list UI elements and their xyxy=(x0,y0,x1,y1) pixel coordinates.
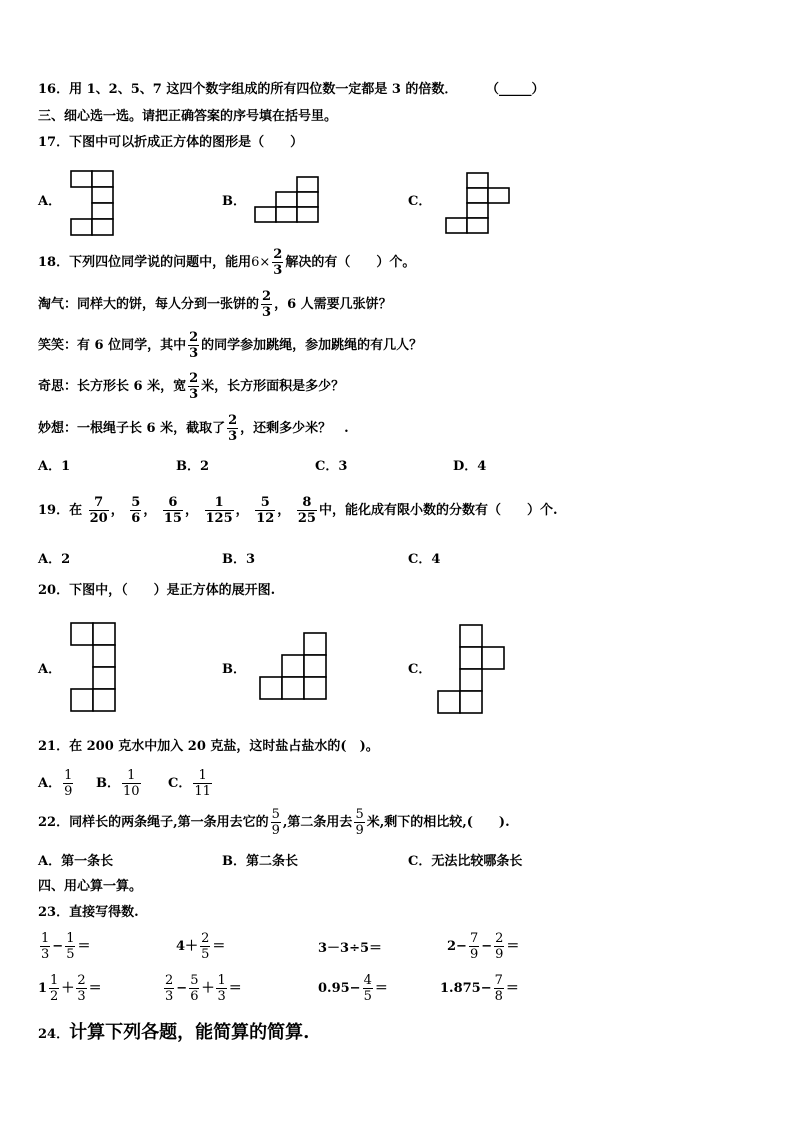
q18-statement-xiaoxiao: 笑笑：有 6 位同学，其中 $\frac{2}{3}$ 的同学参加跳绳，参加跳绳的有几人？ xyxy=(38,330,423,361)
q22-option-c[interactable]: C．无法比较哪条长 xyxy=(408,854,523,869)
calc-4: 2− $\frac{7}{9}$ − $\frac{2}{9}$ ＝ xyxy=(447,931,520,962)
q19: 19．在 $\frac{7}{20}$ ， $\frac{5}{6}$ ， $\frac{6}{15}$ ， $\frac{1}{125}$ ， $\frac{5}{12}$ ， $\frac{8}{25}$ 中，能化成有限小数的分数有（ ）个. xyxy=(38,495,558,526)
q20: 20．下图中，（ ）是正方体的展开图. xyxy=(38,583,276,598)
q22-option-a[interactable]: A．第一条长 xyxy=(38,854,114,869)
q23: 23．直接写得数. xyxy=(38,905,139,920)
answer-blank[interactable]: （_____） xyxy=(485,82,545,97)
calc-2: 4＋ $\frac{2}{5}$ ＝ xyxy=(176,931,226,962)
q18-option-b[interactable]: B．2 xyxy=(176,459,210,474)
q20-net-c xyxy=(437,624,505,716)
q20-option-a[interactable]: A． xyxy=(38,662,62,677)
q18-statement-qisi: 奇思：长方形长 6 米，宽 $\frac{2}{3}$ 米，长方形面积是多少？ xyxy=(38,371,345,402)
q16: 16．用 1、2、5、7 这四个数字组成的所有四位数一定都是 3 的倍数． （_____） xyxy=(38,82,545,97)
calc-1: $\frac{1}{3}$ − $\frac{1}{5}$ ＝ xyxy=(41,931,91,962)
section-4-heading: 四、用心算一算。 xyxy=(38,879,143,894)
q20-option-b[interactable]: B． xyxy=(222,662,246,677)
fraction: $\frac{2}{3}$ xyxy=(273,247,283,278)
q18-option-c[interactable]: C．3 xyxy=(315,459,348,474)
q17-option-c[interactable]: C． xyxy=(408,194,432,209)
q21-option-b[interactable]: B． $\frac{1}{10}$ xyxy=(96,768,140,799)
q21-option-c[interactable]: C． $\frac{1}{11}$ xyxy=(168,768,211,799)
q18-option-a[interactable]: A．1 xyxy=(38,459,71,474)
q19-option-a[interactable]: A．2 xyxy=(38,552,71,567)
calc-8: 1.875− $\frac{7}{8}$ ＝ xyxy=(440,973,519,1004)
q20-option-c[interactable]: C． xyxy=(408,662,432,677)
q18-option-d[interactable]: D．4 xyxy=(453,459,487,474)
q17-net-b xyxy=(254,176,320,224)
calc-5: 1 $\frac{1}{2}$ ＋ $\frac{2}{3}$ ＝ xyxy=(38,973,102,1004)
q22-option-b[interactable]: B．第二条长 xyxy=(222,854,298,869)
q18-statement-miaoxiang: 妙想：一根绳子长 6 米，截取了 $\frac{2}{3}$ ，还剩多少米？ . xyxy=(38,413,349,444)
calc-7: 0.95− $\frac{4}{5}$ ＝ xyxy=(318,973,388,1004)
q17-net-a xyxy=(70,170,115,236)
q19-option-b[interactable]: B．3 xyxy=(222,552,256,567)
q17-net-c xyxy=(445,172,511,236)
q22: 22．同样长的两条绳子,第一条用去它的 $\frac{5}{9}$ ,第二条用去 $\frac{5}{9}$ 米,剩下的相比较,( ). xyxy=(38,807,510,838)
q17-option-a[interactable]: A． xyxy=(38,194,62,209)
q17: 17．下图中可以折成正方体的图形是（ ） xyxy=(38,135,304,150)
q18: 18．下列四位同学说的问题中，能用6× $\frac{2}{3}$ 解决的有（ ）个。 xyxy=(38,247,416,278)
q24: 24．计算下列各题，能简算的简算. xyxy=(38,1022,310,1043)
calc-6: $\frac{2}{3}$ − $\frac{5}{6}$ ＋ $\frac{1}{3}$ ＝ xyxy=(165,973,242,1004)
calc-3: 3－3÷5＝ xyxy=(318,941,383,956)
q21: 21．在 200 克水中加入 20 克盐，这时盐占盐水的( )。 xyxy=(38,739,379,754)
q17-option-b[interactable]: B． xyxy=(222,194,246,209)
q18-statement-taoqi: 淘气：同样大的饼，每人分到一张饼的 $\frac{2}{3}$ ，6 人需要几张饼？ xyxy=(38,289,392,320)
q19-option-c[interactable]: C．4 xyxy=(408,552,441,567)
q20-net-b xyxy=(259,632,327,702)
section-3-heading: 三、细心选一选。请把正确答案的序号填在括号里。 xyxy=(38,109,338,124)
q21-option-a[interactable]: A． $\frac{1}{9}$ xyxy=(38,768,73,799)
q20-net-a xyxy=(70,622,116,714)
